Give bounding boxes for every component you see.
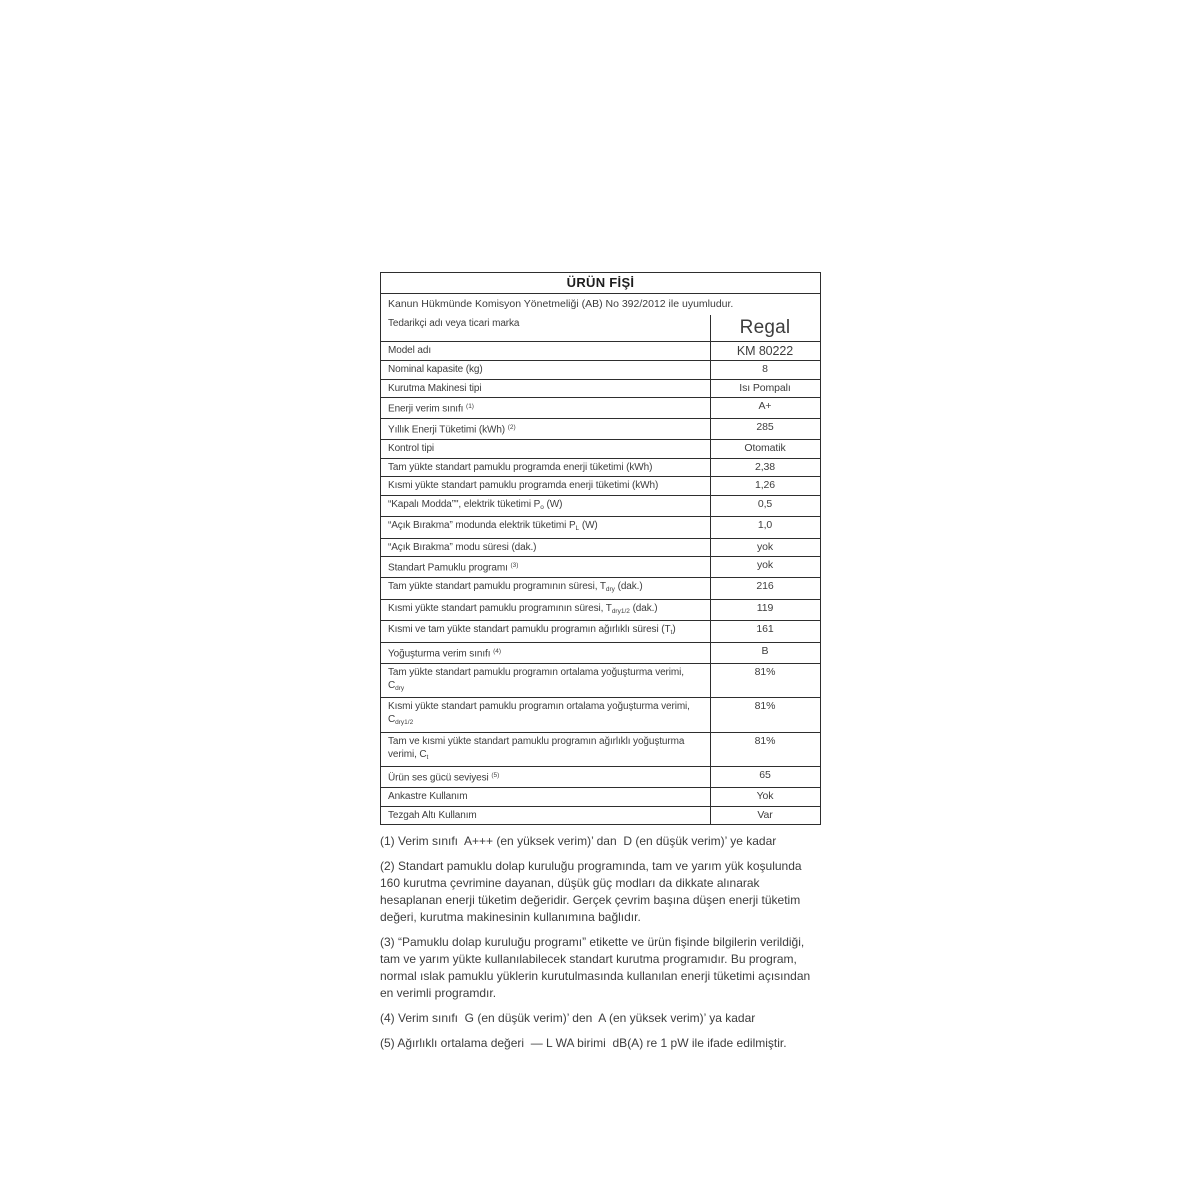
row-value: 2,38 [754, 460, 776, 473]
row-value: KM 80222 [736, 343, 794, 358]
row-value: 1,26 [754, 479, 776, 491]
row-label: Kontrol tipi [381, 440, 711, 458]
table-row [381, 397, 820, 418]
row-value: 81% [754, 665, 776, 678]
row-value: 161 [756, 623, 774, 635]
row-label: Tam yükte standart pamuklu programda enerji tüketimi (kWh) [381, 459, 711, 477]
row-value: Regal [739, 317, 791, 338]
row-value: yok [756, 540, 774, 553]
table-row [381, 538, 820, 557]
row-value: 8 [762, 363, 768, 375]
row-value: 81% [754, 700, 776, 712]
row-label: Enerji verim sınıfı $^{(1)}$ [381, 398, 711, 418]
row-label: Tedarikçi adı veya ticari marka [381, 315, 711, 341]
row-value: yok [756, 559, 774, 571]
footnotes [380, 833, 821, 1052]
table-row [381, 360, 820, 379]
row-label: Model adı [381, 342, 711, 361]
table-row [381, 341, 820, 361]
row-label: “Kapalı Modda”", elektrik tüketimi $P_o$ (W) [381, 496, 711, 517]
table-row [381, 315, 820, 341]
table-row [381, 577, 820, 599]
table-row [381, 476, 820, 495]
row-label: Kısmi yükte standart pamuklu programın ortalama yoğuşturma verimi, $C_{dry1/2}$ [381, 698, 711, 732]
table-row [381, 379, 820, 398]
row-value: Var [757, 808, 773, 821]
table-row [381, 439, 820, 458]
row-value: B [761, 644, 769, 657]
table-row [381, 806, 820, 825]
row-value: Isı Pompalı [739, 381, 791, 394]
table-row [381, 697, 820, 732]
fiche-title: ÜRÜN FİŞİ [566, 275, 635, 290]
row-label: Yoğuşturma verim sınıfı $^{(4)}$ [381, 643, 711, 663]
row-label: “Açık Bırakma” modunda elektrik tüketimi $P_L$ (W) [381, 517, 711, 538]
table-row [381, 732, 820, 767]
row-value: Otomatik [744, 442, 786, 454]
row-value: 81% [754, 734, 776, 747]
footnote-4: (4) Verim sınıfı G (en düşük verim)’ den A (en yüksek verim)’ ya kadar [380, 1011, 756, 1025]
row-value: 119 [756, 601, 774, 614]
product-fiche-table [380, 272, 821, 825]
footnote-3: (3) “Pamuklu dolap kuruluğu programı” etikette ve ürün fişinde bilgilerin verildiği, tam ve yarım yükte kullanılabilecek standart kurutma programıdır. Bu program, normal ıslak pamuklu yüklerin kurutulmasında kullanılan enerji tüketimi açısından en verimli programdır. [380, 935, 814, 1000]
row-value: 0,5 [757, 497, 773, 510]
row-value: Yok [756, 790, 774, 802]
table-row [381, 787, 820, 806]
footnote-2: (2) Standart pamuklu dolap kuruluğu programında, tam ve yarım yük koşulunda 160 kurutma çevrimine dayanan, düşük güç modları da dikkate alınarak hesaplanan enerji tüketim değeridir. Gerçek çevrim başına düşen enerji tüketim değeri, kurutma makinesinin kullanımına bağlıdır. [380, 859, 805, 924]
table-row [381, 766, 820, 787]
fiche-title-row [381, 273, 820, 293]
table-row [381, 663, 820, 698]
row-label: Kısmi yükte standart pamuklu programda enerji tüketimi (kWh) [381, 477, 711, 495]
row-label: Tam yükte standart pamuklu programının süresi, $T_{dry}$ (dak.) [381, 578, 711, 599]
row-label: Tezgah Altı Kullanım [381, 807, 711, 825]
table-row [381, 642, 820, 663]
product-fiche-document [380, 272, 821, 1060]
row-label: Standart Pamuklu programı $^{(3)}$ [381, 557, 711, 577]
row-value: 285 [756, 421, 774, 433]
footnote-1: (1) Verim sınıfı A+++ (en yüksek verim)’ dan D (en düşük verim)’ ye kadar [380, 834, 777, 848]
table-row [381, 418, 820, 439]
compliance-row [381, 293, 820, 315]
fiche-rows [381, 315, 820, 824]
row-label: Ürün ses gücü seviyesi $^{(5)}$ [381, 767, 711, 787]
row-label: Tam ve kısmi yükte standart pamuklu programın ağırlıklı yoğuşturma verimi, $C_t$ [381, 733, 711, 767]
row-value: A+ [758, 400, 772, 412]
table-row [381, 516, 820, 538]
compliance-text: Kanun Hükmünde Komisyon Yönetmeliği (AB) No 392/2012 ile uyumludur. [388, 298, 734, 310]
row-label: Tam yükte standart pamuklu programın ortalama yoğuşturma verimi, $C_{dry}$ [381, 664, 711, 698]
table-row [381, 599, 820, 621]
row-label: Ankastre Kullanım [381, 788, 711, 806]
row-label: Kısmi yükte standart pamuklu programının süresi, $T_{dry1/2}$ (dak.) [381, 600, 711, 621]
row-label: Kurutma Makinesi tipi [381, 380, 711, 398]
row-label: Kısmi ve tam yükte standart pamuklu programın ağırlıklı süresi $(T_t)$ [381, 621, 711, 642]
row-label: Yıllık Enerji Tüketimi (kWh) $^{(2)}$ [381, 419, 711, 439]
table-row [381, 458, 820, 477]
row-value: 1,0 [757, 519, 773, 531]
row-value: 216 [756, 580, 774, 592]
row-label: “Açık Bırakma” modu süresi (dak.) [381, 539, 711, 557]
table-row [381, 556, 820, 577]
table-row [381, 495, 820, 517]
table-row [381, 620, 820, 642]
row-label: Nominal kapasite (kg) [381, 361, 711, 379]
footnote-5: (5) Ağırlıklı ortalama değeri — L WA birimi dB(A) re 1 pW ile ifade edilmiştir. [380, 1036, 787, 1050]
row-value: 65 [759, 769, 771, 781]
